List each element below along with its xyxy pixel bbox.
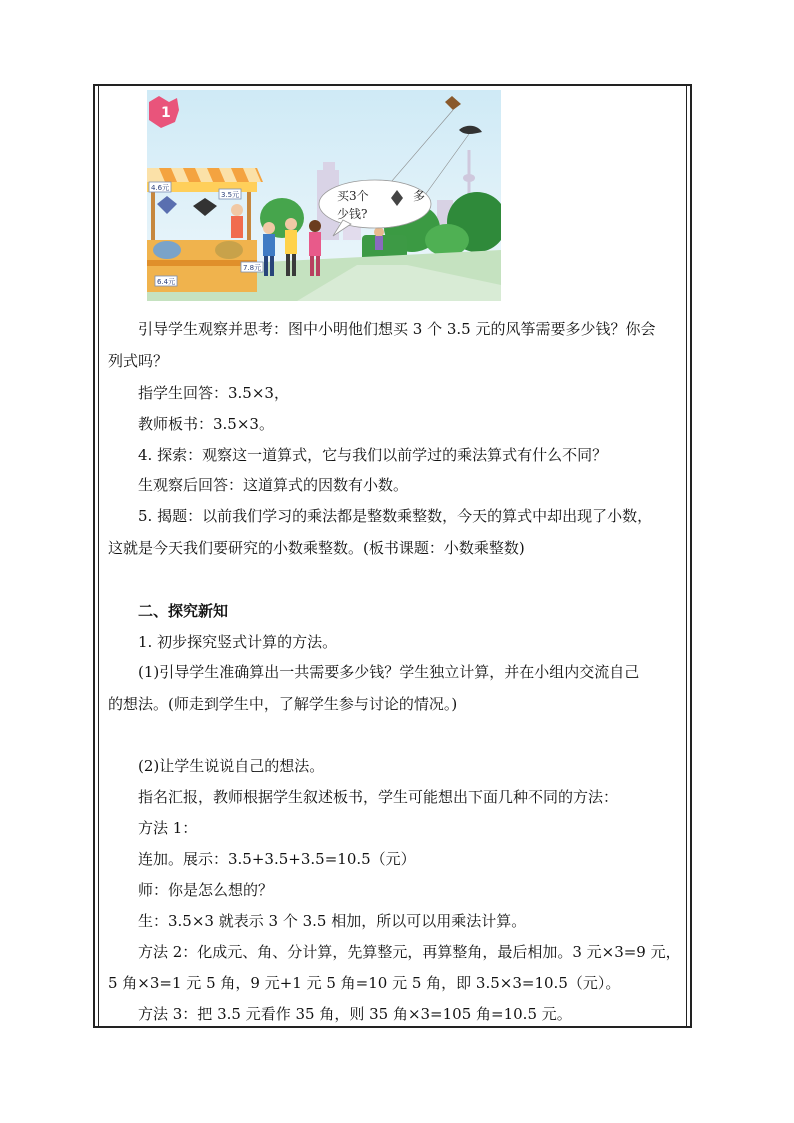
text-line-10: (1)引导学生准确算出一共需要多少钱？学生独立计算，并在小组内交流自己 xyxy=(138,663,640,681)
text-line-2: 列式吗？ xyxy=(108,352,169,370)
price-tag-4: 6.4元 xyxy=(157,278,176,286)
kite-shop-illustration xyxy=(147,90,501,301)
text-line-5: 4. 探索：观察这一道算式，它与我们以前学过的乘法算式有什么不同？ xyxy=(138,446,608,464)
text-line-18: 方法 2：化成元、角、分计算，先算整元，再算整角，最后相加。3 元×3=9 元， xyxy=(138,943,681,961)
text-line-11: 的想法。(师走到学生中，了解学生参与讨论的情况。) xyxy=(108,695,458,713)
text-line-9: 1. 初步探究竖式计算的方法。 xyxy=(138,633,338,651)
text-line-1: 引导学生观察并思考：图中小明他们想买 3 个 3.5 元的风筝需要多少钱？你会 xyxy=(138,320,656,338)
price-tag-3: 7.8元 xyxy=(243,264,262,272)
text-line-12: (2)让学生说说自己的想法。 xyxy=(138,757,325,775)
text-line-19: 5 角×3=1 元 5 角，9 元+1 元 5 角=10 元 5 角，即 3.5×3=10.5（元）。 xyxy=(108,974,621,992)
bubble-text-1: 买3个 xyxy=(337,189,369,203)
price-tag-2: 3.5元 xyxy=(221,191,240,199)
text-line-3: 指学生回答：3.5×3， xyxy=(138,384,289,402)
text-line-13: 指名汇报，教师根据学生叙述板书，学生可能想出下面几种不同的方法： xyxy=(138,788,619,806)
text-line-20: 方法 3：把 3.5 元看作 35 角，则 35 角×3=105 角=10.5 元。 xyxy=(138,1005,572,1023)
text-line-17: 生：3.5×3 就表示 3 个 3.5 相加，所以可以用乘法计算。 xyxy=(138,912,527,930)
text-line-6: 生观察后回答：这道算式的因数有小数。 xyxy=(138,476,409,494)
text-line-7: 5. 揭题：以前我们学习的乘法都是整数乘整数，今天的算式中却出现了小数， xyxy=(138,507,653,525)
text-line-8: 这就是今天我们要研究的小数乘整数。(板书课题：小数乘整数) xyxy=(108,539,525,557)
text-line-15: 连加。展示：3.5+3.5+3.5=10.5（元） xyxy=(138,850,416,868)
bubble-text-2: 少钱? xyxy=(337,207,368,221)
price-tag-1: 4.6元 xyxy=(151,184,170,192)
badge-number: 1 xyxy=(161,105,171,121)
text-line-14: 方法 1： xyxy=(138,819,198,837)
section-heading: 二、探究新知 xyxy=(138,602,229,620)
text-line-16: 师：你是怎么想的？ xyxy=(138,881,274,899)
text-line-4: 教师板书：3.5×3。 xyxy=(138,415,274,433)
bubble-text-1-end: 多 xyxy=(413,189,426,203)
